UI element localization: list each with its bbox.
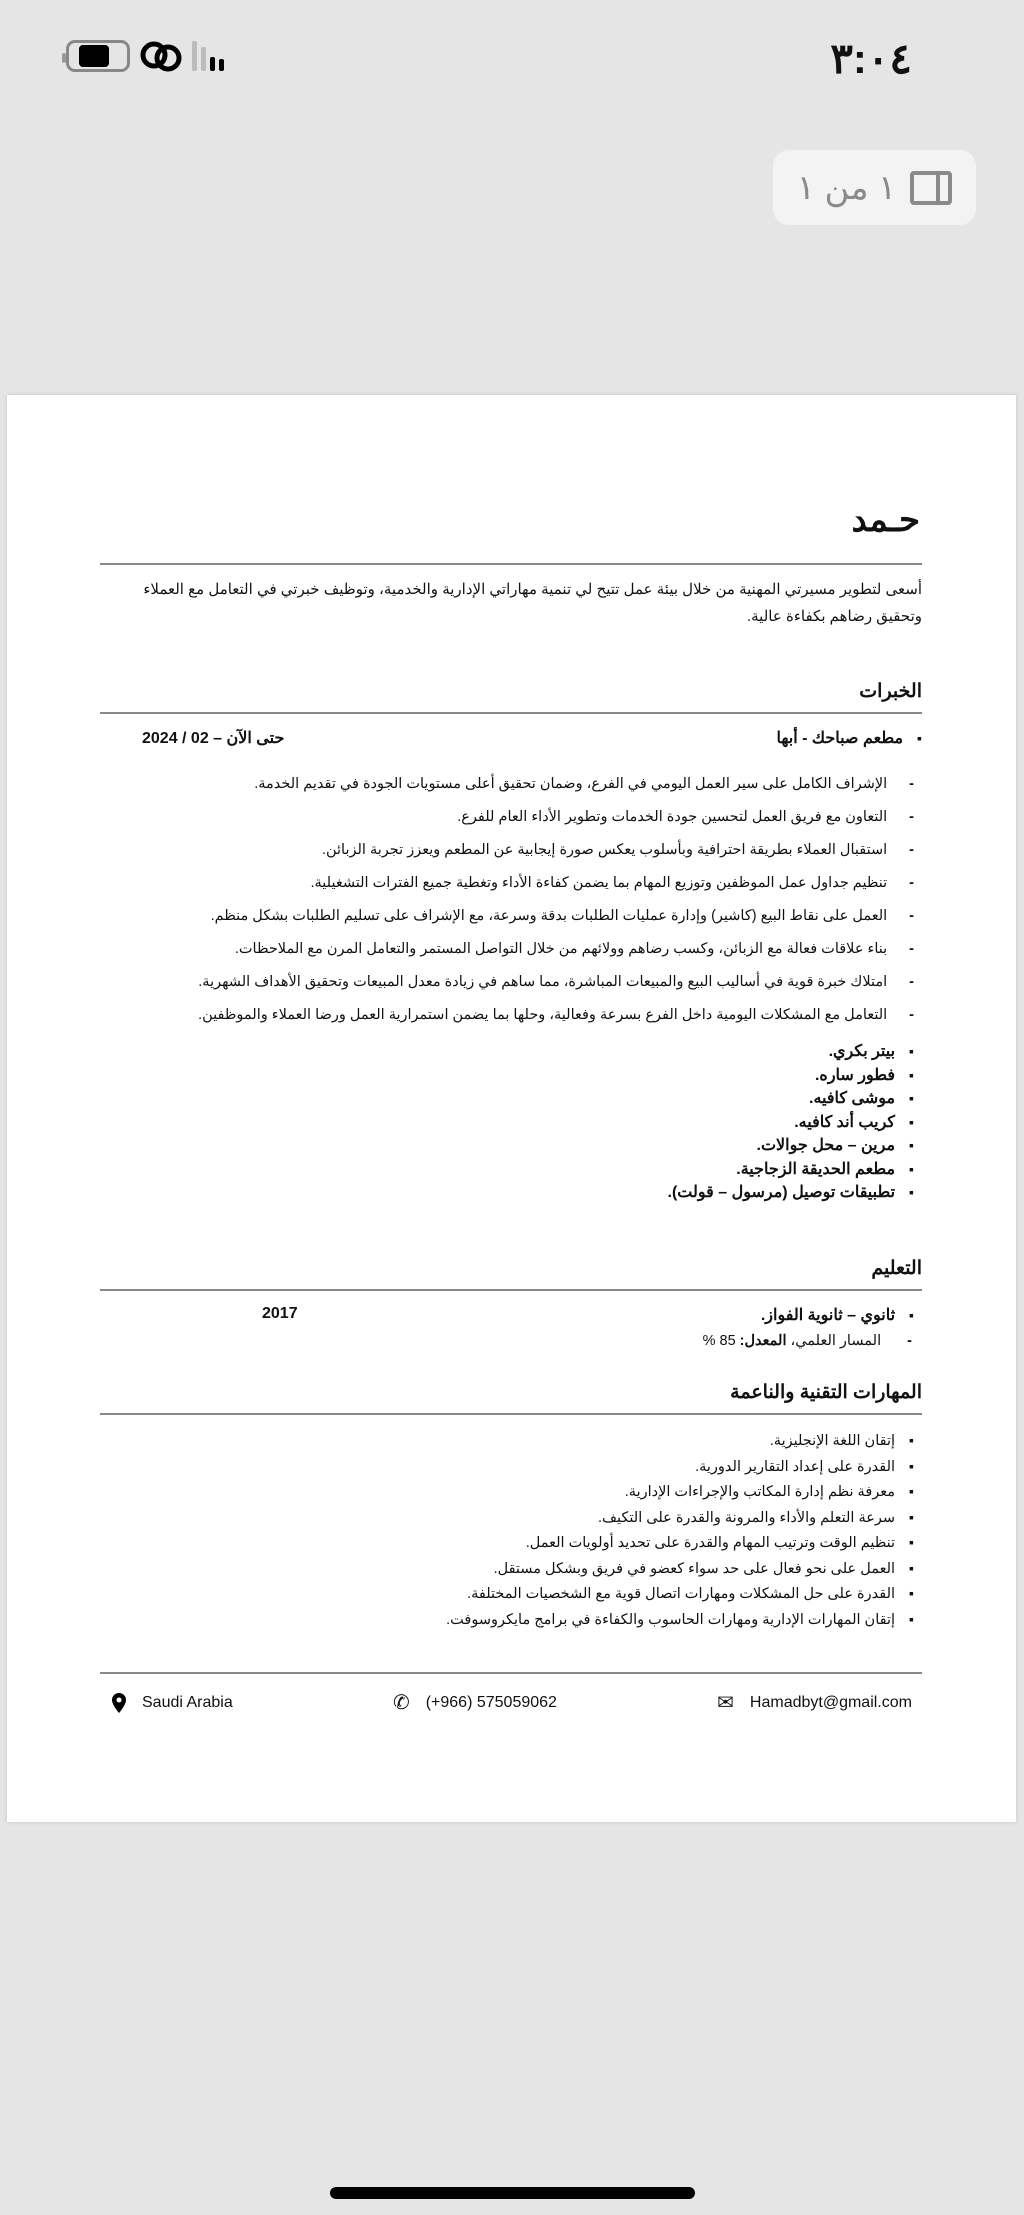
list-item: ▪ سرعة التعلم والأداء والمرونة والقدرة على التكيف.: [446, 1505, 914, 1531]
other-jobs-list: [668, 1040, 914, 1205]
resume-name: حـمد: [851, 501, 920, 539]
contact-footer: [112, 1690, 912, 1715]
list-item: - تنظيم جداول عمل الموظفين وتوزيع المهام بما يضمن كفاءة الأداء وتغطية جميع الفترات التشغيلية.: [198, 867, 914, 900]
summary: أسعى لتطوير مسيرتي المهنية من خلال بيئة عمل تتيح لي تنمية مهاراتي الإدارية والخدمية، وتوظيف خبرتي في التعامل مع العملاء وتحقيق رضاهم بكفاءة عالية.: [143, 581, 922, 625]
location: Saudi Arabia: [142, 1693, 233, 1711]
page-indicator[interactable]: [773, 150, 976, 225]
status-icons: [66, 40, 224, 72]
list-item: ▪ مطعم الحديقة الزجاجية.: [668, 1158, 914, 1182]
skills-heading: المهارات التقنية والناعمة: [730, 1382, 922, 1403]
divider: [100, 712, 922, 714]
list-item: ▪ القدرة على إعداد التقارير الدورية.: [446, 1454, 914, 1480]
education-heading: التعليم: [871, 1258, 922, 1279]
divider: [100, 1672, 922, 1674]
signal-icon: [192, 41, 224, 71]
education-year: 2017: [262, 1305, 298, 1322]
list-item: - التعامل مع المشكلات اليومية داخل الفرع بسرعة وفعالية، وحلها بما يضمن استمرارية العمل ورضا العملاء والموظفين.: [198, 999, 914, 1032]
list-item: ▪ كريب أند كافيه.: [668, 1111, 914, 1135]
phone: (+966) 575059062: [425, 1693, 557, 1711]
list-item: ▪ بيتر بكري.: [668, 1040, 914, 1064]
divider: [100, 563, 922, 565]
list-item: - الإشراف الكامل على سير العمل اليومي في الفرع، وضمان تحقيق أعلى مستويات الجودة في تقديم الخدمة.: [198, 768, 914, 801]
list-item: ▪ تنظيم الوقت وترتيب المهام والقدرة على تحديد أولويات العمل.: [446, 1530, 914, 1556]
gpa-value: 85 %: [702, 1333, 740, 1349]
job-period: 2024 / 02 – حتى الآن: [142, 730, 285, 747]
list-item: ▪ معرفة نظم إدارة المكاتب والإجراءات الإدارية.: [446, 1479, 914, 1505]
location-pin-icon: [112, 1693, 126, 1713]
education-entry: [102, 1305, 922, 1349]
page-count: ١ من ١: [796, 168, 897, 207]
list-item: ▪ تطبيقات توصيل (مرسول – قولت).: [668, 1181, 914, 1205]
list-item: - التعاون مع فريق العمل لتحسين جودة الخدمات وتطوير الأداء العام للفرع.: [198, 801, 914, 834]
list-item: - امتلاك خبرة قوية في أساليب البيع والمبيعات المباشرة، مما ساهم في زيادة معدل المبيعات وتحقيق الأهداف الشهرية.: [198, 966, 914, 999]
list-item: - العمل على نقاط البيع (كاشير) وإدارة عمليات الطلبات بدقة وسرعة، مع الإشراف على تسليم الطلبات بشكل منظم.: [198, 900, 914, 933]
list-item: ▪ موشى كافيه.: [668, 1087, 914, 1111]
list-item: ▪ العمل على نحو فعال على حد سواء كعضو في فريق وبشكل مستقل.: [446, 1556, 914, 1582]
gpa-label: المعدل:: [739, 1333, 787, 1349]
skills-list: [446, 1428, 914, 1632]
list-item: ▪ مرين – محل جوالات.: [668, 1134, 914, 1158]
list-item: ▪ إتقان اللغة الإنجليزية.: [446, 1428, 914, 1454]
list-item: - استقبال العملاء بطريقة احترافية وبأسلوب يعكس صورة إيجابية عن المطعم ويعزز تجربة الزبائن.: [198, 834, 914, 867]
home-indicator[interactable]: [330, 2187, 695, 2199]
link-icon: [138, 40, 184, 72]
email[interactable]: Hamadbyt@gmail.com: [749, 1693, 912, 1711]
battery-icon: [66, 40, 130, 72]
education-track: المسار العلمي،: [786, 1333, 882, 1349]
phone-icon: ✆: [392, 1692, 410, 1714]
list-item: ▪ إتقان المهارات الإدارية ومهارات الحاسوب والكفاءة في برامج مايكروسوفت.: [446, 1607, 914, 1633]
email-icon: ✉: [717, 1692, 734, 1714]
list-item: ▪ فطور ساره.: [668, 1064, 914, 1088]
list-item: ▪ القدرة على حل المشكلات ومهارات اتصال قوية مع الشخصيات المختلفة.: [446, 1581, 914, 1607]
list-item: - بناء علاقات فعالة مع الزبائن، وكسب رضاهم وولائهم من خلال التواصل المستمر والتعامل المرن مع الملاحظات.: [198, 933, 914, 966]
job-title: ▪ مطعم صباحك - أبها: [776, 728, 922, 748]
divider: [100, 1413, 922, 1415]
experience-heading: الخبرات: [859, 681, 922, 702]
divider: [100, 1289, 922, 1291]
sidebar-icon: [910, 171, 952, 205]
job-header: [102, 728, 922, 748]
duties-list: [198, 768, 914, 1032]
status-time: ٣:٠٤: [830, 35, 912, 82]
degree: ▪ ثانوي – ثانوية الفواز.: [761, 1305, 914, 1325]
